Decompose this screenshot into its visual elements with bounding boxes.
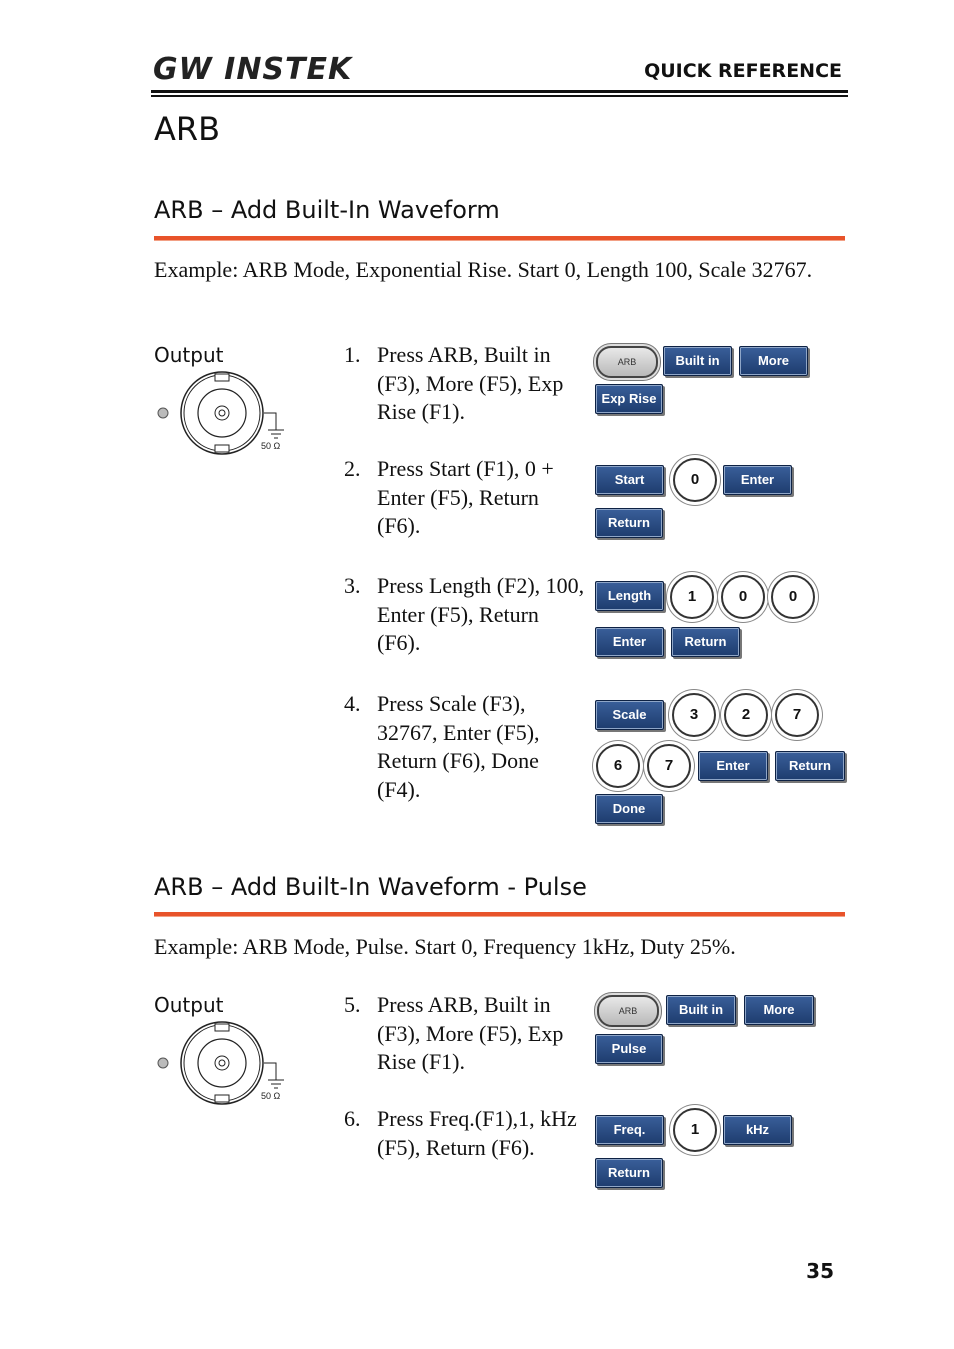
enter-softkey[interactable]: Enter (595, 627, 664, 657)
freq-softkey[interactable]: Freq. (595, 1115, 664, 1145)
step-text: Press ARB, Built in (F3), More (F5), Exp Rise (F1). (377, 342, 564, 424)
digit-0-key[interactable]: 0 (771, 575, 815, 619)
step-text: Press Length (F2), 100, Enter (F5), Return (F6). (377, 573, 585, 655)
khz-softkey[interactable]: kHz (723, 1115, 792, 1145)
step-number: 1. (344, 342, 361, 367)
builtin-softkey[interactable]: Built in (666, 995, 736, 1025)
return-softkey[interactable]: Return (595, 1158, 663, 1188)
length-softkey[interactable]: Length (595, 581, 664, 611)
header-rule-thin (151, 95, 848, 97)
digit-0-key[interactable]: 0 (721, 575, 765, 619)
arb-key[interactable]: ARB (597, 995, 659, 1027)
more-softkey[interactable]: More (739, 346, 808, 376)
digit-2-key[interactable]: 2 (724, 693, 768, 737)
return-softkey[interactable]: Return (671, 627, 740, 657)
enter-softkey[interactable]: Enter (723, 465, 792, 495)
section-heading-pulse: ARB – Add Built-In Waveform - Pulse (154, 873, 587, 901)
enter-softkey[interactable]: Enter (698, 751, 768, 781)
scale-softkey[interactable]: Scale (595, 700, 664, 730)
header-section-title: QUICK REFERENCE (644, 60, 842, 82)
step-number: 6. (344, 1106, 361, 1131)
example-text: Example: ARB Mode, Exponential Rise. Start 0, Length 100, Scale 32767. (154, 257, 813, 282)
header-rule (151, 90, 848, 93)
more-softkey[interactable]: More (744, 995, 814, 1025)
digit-1-key[interactable]: 1 (670, 575, 714, 619)
page-title: ARB (154, 110, 221, 148)
section-divider (154, 236, 845, 240)
step-number: 4. (344, 691, 361, 716)
done-softkey[interactable]: Done (595, 794, 663, 824)
step-number: 3. (344, 573, 361, 598)
output-label: Output (154, 993, 224, 1017)
builtin-softkey[interactable]: Built in (663, 346, 732, 376)
digit-7-key[interactable]: 7 (647, 744, 691, 788)
arb-key[interactable]: ARB (596, 346, 658, 378)
digit-7-key[interactable]: 7 (775, 693, 819, 737)
load-impedance-label: 50 Ω (261, 1091, 281, 1101)
step-text: Press Scale (F3), 32767, Enter (F5), Return (F6), Done (F4). (377, 691, 540, 802)
exp-rise-softkey[interactable]: Exp Rise (595, 384, 663, 414)
step-number: 5. (344, 992, 361, 1017)
page-number: 35 (806, 1259, 834, 1283)
digit-3-key[interactable]: 3 (672, 693, 716, 737)
gw-instek-logo: GW INSTEK (153, 52, 353, 87)
section-heading-builtin: ARB – Add Built-In Waveform (154, 196, 500, 224)
step-text: Press Freq.(F1),1, kHz (F5), Return (F6). (377, 1106, 577, 1160)
step-text: Press Start (F1), 0 + Enter (F5), Return (F6). (377, 456, 554, 538)
pulse-softkey[interactable]: Pulse (595, 1034, 663, 1064)
output-label: Output (154, 343, 224, 367)
load-impedance-label: 50 Ω (261, 441, 281, 451)
return-softkey[interactable]: Return (595, 508, 663, 538)
example-text: Example: ARB Mode, Pulse. Start 0, Frequency 1kHz, Duty 25%. (154, 934, 736, 959)
step-number: 2. (344, 456, 361, 481)
section-divider (154, 912, 845, 916)
digit-1-key[interactable]: 1 (673, 1108, 717, 1152)
digit-6-key[interactable]: 6 (596, 744, 640, 788)
return-softkey[interactable]: Return (775, 751, 845, 781)
start-softkey[interactable]: Start (595, 465, 664, 495)
step-text: Press ARB, Built in (F3), More (F5), Exp Rise (F1). (377, 992, 564, 1074)
digit-0-key[interactable]: 0 (673, 458, 717, 502)
